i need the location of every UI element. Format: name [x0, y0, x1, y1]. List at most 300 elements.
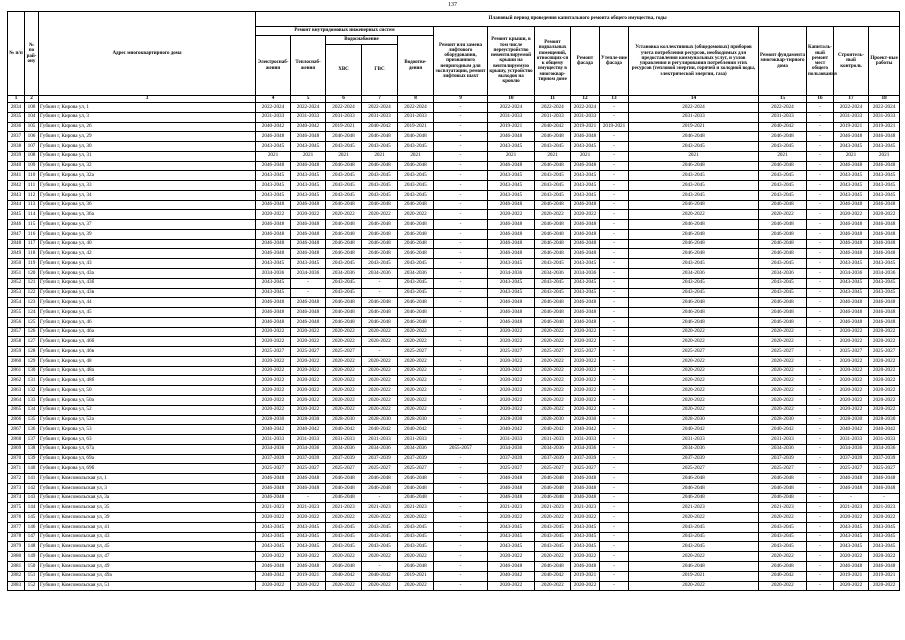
table-cell: 2020-2022 — [535, 210, 571, 220]
table-cell: 2046-2048 — [535, 561, 571, 571]
table-cell: 106 — [25, 132, 39, 142]
table-cell: 2021 — [398, 151, 434, 161]
table-cell: 2020-2022 — [834, 210, 869, 220]
table-cell: - — [600, 435, 629, 445]
table-cell: 2028-2030 — [759, 415, 807, 425]
table-cell: 2046-2048 — [488, 474, 535, 484]
table-cell: 2043-2045 — [535, 542, 571, 552]
table-cell: 2034-2036 — [869, 269, 900, 279]
table-cell: - — [434, 405, 488, 415]
table-cell: 2046-2048 — [535, 200, 571, 210]
table-cell: 2037-2039 — [256, 454, 291, 464]
table-cell: 2020-2022 — [326, 386, 362, 396]
table-cell: 2040-2042 — [488, 425, 535, 435]
table-cell: 2025-2027 — [398, 464, 434, 474]
table-cell: 2043-2045 — [398, 522, 434, 532]
table-cell: 2020-2022 — [362, 337, 398, 347]
table-cell: 2022-2024 — [488, 103, 535, 113]
table-cell: - — [600, 581, 629, 591]
table-cell: 2020-2022 — [256, 386, 291, 396]
table-cell: 2043-2045 — [834, 181, 869, 191]
table-cell: 2853 — [8, 288, 25, 298]
table-cell: 2043-2045 — [256, 278, 291, 288]
address-cell: Губкин г, Кирова ул, 48а — [39, 366, 256, 376]
table-cell: 2046-2048 — [629, 561, 759, 571]
table-cell: - — [600, 561, 629, 571]
table-cell: 105 — [25, 122, 39, 132]
table-cell: 2043-2045 — [291, 542, 326, 552]
table-cell: 2046-2048 — [869, 298, 900, 308]
table-cell: 2046-2048 — [869, 220, 900, 230]
table-cell: 2021-2023 — [362, 503, 398, 513]
col-header-insulation: Утепле-ние фасада — [600, 27, 629, 96]
column-number: 6 — [326, 96, 362, 103]
table-cell: 2020-2022 — [759, 366, 807, 376]
table-cell: - — [807, 220, 834, 230]
table-cell: - — [807, 405, 834, 415]
table-cell: 2046-2048 — [291, 239, 326, 249]
address-cell: Губкин г, Комсомольская ул, 41 — [39, 522, 256, 532]
table-cell: - — [434, 395, 488, 405]
table-cell: 2021 — [362, 151, 398, 161]
table-cell: 2020-2022 — [571, 356, 600, 366]
table-cell: 2046-2048 — [759, 161, 807, 171]
table-cell: 2028-2030 — [291, 415, 326, 425]
table-cell: - — [434, 503, 488, 513]
table-cell: - — [807, 425, 834, 435]
table-cell: 2046-2048 — [535, 474, 571, 484]
table-cell: 2020-2022 — [571, 327, 600, 337]
table-cell: 2019-2021 — [326, 122, 362, 132]
table-cell: 2040-2042 — [362, 122, 398, 132]
table-cell: 2873 — [8, 483, 25, 493]
table-cell: 2025-2027 — [759, 464, 807, 474]
table-cell: 2025-2027 — [398, 347, 434, 357]
table-row — [8, 142, 900, 152]
table-cell: - — [434, 561, 488, 571]
table-cell: 2020-2022 — [362, 513, 398, 523]
col-header-capital-common: Капиталь-ный ремонт мест общего пользования — [807, 27, 834, 96]
table-cell: 2046-2048 — [256, 561, 291, 571]
table-cell: - — [434, 278, 488, 288]
table-cell: 2022-2024 — [535, 103, 571, 113]
table-cell: 133 — [25, 395, 39, 405]
table-cell: 2046-2048 — [256, 229, 291, 239]
table-cell: 2031-2033 — [629, 112, 759, 122]
table-cell: - — [434, 327, 488, 337]
table-cell: 2046-2048 — [256, 220, 291, 230]
table-cell: 2046-2048 — [834, 229, 869, 239]
table-cell: 2043-2045 — [488, 171, 535, 181]
address-cell: Губкин г, Кирова ул, 69б — [39, 464, 256, 474]
table-cell: - — [434, 542, 488, 552]
table-cell: 2043-2045 — [869, 181, 900, 191]
table-cell: 2046-2048 — [326, 249, 362, 259]
table-cell: 109 — [25, 161, 39, 171]
table-cell: - — [434, 522, 488, 532]
table-cell: - — [434, 454, 488, 464]
table-cell: 2046-2048 — [759, 474, 807, 484]
table-cell: 2020-2022 — [488, 327, 535, 337]
address-cell: Губкин г, Кирова ул, 32 — [39, 161, 256, 171]
table-row — [8, 532, 900, 542]
table-cell: 2043-2045 — [398, 259, 434, 269]
table-cell: 2844 — [8, 200, 25, 210]
table-cell: 2046-2048 — [629, 229, 759, 239]
table-cell: 2043-2045 — [398, 532, 434, 542]
table-cell: 2046-2048 — [834, 317, 869, 327]
table-cell: 2040-2042 — [291, 425, 326, 435]
table-cell: - — [434, 435, 488, 445]
table-cell: 2866 — [8, 415, 25, 425]
table-body — [8, 103, 900, 591]
table-cell: - — [600, 132, 629, 142]
table-cell: 2021-2023 — [869, 503, 900, 513]
table-cell: 2028-2030 — [629, 415, 759, 425]
address-cell: Губкин г, Кирова ул, 39 — [39, 229, 256, 239]
table-cell: 2043-2045 — [834, 532, 869, 542]
column-number: 17 — [834, 96, 869, 103]
table-cell: 2020-2022 — [629, 581, 759, 591]
table-cell: 2046-2048 — [362, 317, 398, 327]
table-cell: 2019-2021 — [834, 571, 869, 581]
table-cell: 2046-2048 — [398, 308, 434, 318]
table-cell: 2043-2045 — [759, 190, 807, 200]
table-cell: - — [600, 347, 629, 357]
table-cell: 2028-2030 — [488, 415, 535, 425]
table-cell: 2020-2022 — [869, 327, 900, 337]
table-cell: 2046-2048 — [291, 561, 326, 571]
table-cell: - — [807, 513, 834, 523]
table-cell: 2046-2048 — [326, 132, 362, 142]
table-cell: 2043-2045 — [291, 522, 326, 532]
table-cell: 2020-2022 — [571, 337, 600, 347]
table-cell: 2020-2022 — [291, 552, 326, 562]
table-cell: - — [807, 347, 834, 357]
table-cell: 2020-2022 — [291, 337, 326, 347]
table-cell: 2046-2048 — [535, 249, 571, 259]
table-cell: 2022-2024 — [256, 103, 291, 113]
table-row — [8, 425, 900, 435]
table-cell: - — [807, 356, 834, 366]
table-cell: 2043-2045 — [256, 259, 291, 269]
col-header-index: № п/п — [8, 12, 25, 96]
address-cell: Губкин г, Комсомольская ул, 51 — [39, 581, 256, 591]
table-cell: - — [434, 132, 488, 142]
table-cell: 2020-2022 — [629, 356, 759, 366]
table-cell: 2043-2045 — [291, 181, 326, 191]
table-cell: - — [600, 571, 629, 581]
table-cell: - — [600, 474, 629, 484]
table-cell: 2040-2042 — [869, 425, 900, 435]
table-cell: 2046-2048 — [488, 220, 535, 230]
table-cell: 2849 — [8, 249, 25, 259]
table-cell: 2046-2048 — [398, 483, 434, 493]
table-cell: 2836 — [8, 122, 25, 132]
table-cell: - — [807, 386, 834, 396]
table-row — [8, 132, 900, 142]
table-cell: 2031-2033 — [629, 435, 759, 445]
table-cell: 2020-2022 — [759, 552, 807, 562]
table-cell: 2022-2024 — [291, 103, 326, 113]
table-cell: 2025-2027 — [629, 464, 759, 474]
table-cell: 2020-2022 — [256, 581, 291, 591]
table-row — [8, 542, 900, 552]
table-cell: 2046-2048 — [834, 308, 869, 318]
table-cell: 2046-2048 — [535, 298, 571, 308]
table-cell: - — [600, 278, 629, 288]
table-cell: 2860 — [8, 356, 25, 366]
table-cell: 2882 — [8, 571, 25, 581]
table-cell: 2020-2022 — [759, 356, 807, 366]
table-cell: 2020-2022 — [291, 376, 326, 386]
table-cell: 2850 — [8, 259, 25, 269]
table-cell: 2043-2045 — [362, 142, 398, 152]
table-cell: 2046-2048 — [326, 483, 362, 493]
table-cell: 2020-2022 — [571, 513, 600, 523]
table-cell: 2043-2045 — [326, 259, 362, 269]
table-cell: 2025-2027 — [535, 464, 571, 474]
table-cell: - — [600, 405, 629, 415]
table-cell: 2037-2039 — [362, 454, 398, 464]
table-cell: 2046-2048 — [291, 220, 326, 230]
table-cell: 2037-2039 — [326, 454, 362, 464]
table-cell: 2868 — [8, 435, 25, 445]
table-cell: - — [807, 181, 834, 191]
table-cell: 2046-2048 — [398, 220, 434, 230]
table-cell: 2028-2030 — [869, 415, 900, 425]
table-cell: 2020-2022 — [488, 356, 535, 366]
table-cell: 2043-2045 — [869, 171, 900, 181]
table-cell: 2034-2036 — [535, 444, 571, 454]
repair-schedule-table — [7, 11, 900, 591]
table-cell: 2020-2022 — [326, 376, 362, 386]
table-cell: 2846 — [8, 220, 25, 230]
column-number: 7 — [362, 96, 398, 103]
table-cell: 2043-2045 — [629, 288, 759, 298]
table-cell: 127 — [25, 337, 39, 347]
table-cell: - — [600, 386, 629, 396]
table-cell: 2043-2045 — [256, 542, 291, 552]
table-cell: 2025-2027 — [326, 347, 362, 357]
table-cell: - — [434, 288, 488, 298]
table-cell: 2020-2022 — [869, 337, 900, 347]
table-cell: 2020-2022 — [256, 552, 291, 562]
table-row — [8, 552, 900, 562]
table-cell: - — [434, 151, 488, 161]
table-cell: 2046-2048 — [398, 132, 434, 142]
address-cell: Губкин г, Кирова ул, 46 — [39, 317, 256, 327]
table-cell: 2046-2048 — [398, 561, 434, 571]
table-cell: 2020-2022 — [759, 386, 807, 396]
table-cell: 108 — [25, 151, 39, 161]
table-cell: 2020-2022 — [362, 552, 398, 562]
table-cell: 2031-2033 — [398, 112, 434, 122]
table-cell: 2046-2048 — [629, 220, 759, 230]
table-cell: 2037-2039 — [398, 454, 434, 464]
table-cell: 2037-2039 — [759, 454, 807, 464]
table-cell: 2043-2045 — [398, 181, 434, 191]
table-cell: 2040-2042 — [535, 571, 571, 581]
address-cell: Губкин г, Комсомольская ул, 47 — [39, 552, 256, 562]
table-cell: 2043-2045 — [362, 190, 398, 200]
table-cell: 2019-2021 — [834, 122, 869, 132]
table-cell: 142 — [25, 483, 39, 493]
table-cell: 2883 — [8, 581, 25, 591]
table-cell: 2043-2045 — [488, 181, 535, 191]
table-cell: 139 — [25, 454, 39, 464]
table-cell: 150 — [25, 561, 39, 571]
table-cell: 2046-2048 — [834, 200, 869, 210]
table-cell: 2020-2022 — [256, 337, 291, 347]
table-cell: 2043-2045 — [398, 288, 434, 298]
table-cell: - — [434, 103, 488, 113]
table-cell: 2043-2045 — [629, 532, 759, 542]
table-cell: 2028-2030 — [398, 415, 434, 425]
table-cell: - — [434, 112, 488, 122]
table-cell: 2043-2045 — [869, 522, 900, 532]
table-cell: 2046-2048 — [629, 200, 759, 210]
table-cell: 2022-2024 — [362, 103, 398, 113]
table-cell: 2020-2022 — [326, 210, 362, 220]
table-cell: 2046-2048 — [256, 200, 291, 210]
col-header-electricity: Электроснаб-жения — [256, 36, 291, 96]
table-cell: - — [362, 493, 398, 503]
table-cell: 2870 — [8, 454, 25, 464]
table-cell: 2020-2022 — [488, 210, 535, 220]
table-row — [8, 522, 900, 532]
table-cell: 2046-2048 — [571, 474, 600, 484]
table-cell: 2046-2048 — [759, 308, 807, 318]
table-row — [8, 405, 900, 415]
table-cell: 2043-2045 — [256, 522, 291, 532]
table-row — [8, 513, 900, 523]
table-cell: 2034-2036 — [834, 269, 869, 279]
table-row — [8, 435, 900, 445]
col-header-address: Адрес многоквартирного дома — [39, 12, 256, 96]
table-cell: 2020-2022 — [834, 386, 869, 396]
address-cell: Губкин г, Кирова ул, 43 — [39, 259, 256, 269]
table-cell: 2043-2045 — [488, 142, 535, 152]
table-row — [8, 444, 900, 454]
address-cell: Губкин г, Комсомольская ул, 35 — [39, 503, 256, 513]
page-number: 137 — [448, 2, 457, 8]
address-cell: Губкин г, Кирова ул, 44 — [39, 298, 256, 308]
table-cell: - — [869, 493, 900, 503]
table-cell: 2864 — [8, 395, 25, 405]
table-cell: - — [807, 464, 834, 474]
table-cell: 2043-2045 — [869, 142, 900, 152]
table-cell: 2046-2048 — [535, 239, 571, 249]
table-row — [8, 581, 900, 591]
address-cell: Губкин г, Кирова ул, 69а — [39, 454, 256, 464]
column-number: 5 — [291, 96, 326, 103]
table-cell: 2043-2045 — [834, 542, 869, 552]
table-cell: 2043-2045 — [759, 181, 807, 191]
table-cell: 2046-2048 — [488, 200, 535, 210]
address-cell: Губкин г, Кирова ул, 37 — [39, 220, 256, 230]
table-cell: 2046-2048 — [326, 220, 362, 230]
table-cell: 2020-2022 — [834, 581, 869, 591]
table-cell: 124 — [25, 308, 39, 318]
table-cell: - — [807, 112, 834, 122]
header-engineering-systems: Ремонт внутридомовых инженерных систем — [256, 27, 434, 36]
column-number: 11 — [535, 96, 571, 103]
table-cell: 2046-2048 — [869, 249, 900, 259]
table-cell: 2848 — [8, 239, 25, 249]
column-number: 1 — [8, 96, 25, 103]
table-cell: 2046-2048 — [629, 298, 759, 308]
table-cell: 2043-2045 — [326, 288, 362, 298]
table-cell: 2020-2022 — [571, 210, 600, 220]
table-cell: 2020-2022 — [362, 581, 398, 591]
table-cell: 110 — [25, 171, 39, 181]
table-cell: 2040-2042 — [759, 571, 807, 581]
table-cell: 2040-2042 — [362, 571, 398, 581]
table-cell: 2031-2033 — [869, 435, 900, 445]
table-cell: 2872 — [8, 474, 25, 484]
table-cell: 151 — [25, 571, 39, 581]
table-cell: 2046-2048 — [256, 317, 291, 327]
table-cell: 2043-2045 — [759, 288, 807, 298]
table-cell: 2021-2023 — [629, 503, 759, 513]
address-cell: Губкин г, Комсомольская ул, 43 — [39, 532, 256, 542]
table-cell: 2043-2045 — [869, 542, 900, 552]
table-row — [8, 249, 900, 259]
table-cell: 2046-2048 — [629, 249, 759, 259]
table-cell: 2040-2042 — [256, 425, 291, 435]
table-cell: 2046-2048 — [488, 132, 535, 142]
table-row — [8, 112, 900, 122]
table-cell: 2043-2045 — [291, 532, 326, 542]
table-cell: 2020-2022 — [398, 513, 434, 523]
table-cell: 2046-2048 — [326, 317, 362, 327]
table-cell: - — [362, 347, 398, 357]
table-cell: - — [807, 229, 834, 239]
address-cell: Губкин г, Комсомольская ул, 45 — [39, 542, 256, 552]
table-row — [8, 503, 900, 513]
table-cell: - — [600, 298, 629, 308]
table-cell: 2043-2045 — [759, 171, 807, 181]
table-cell: - — [807, 171, 834, 181]
table-cell: 2020-2022 — [398, 405, 434, 415]
table-row — [8, 151, 900, 161]
table-cell: 2020-2022 — [488, 513, 535, 523]
table-row — [8, 386, 900, 396]
col-header-meters: Установка коллективных (общедомовых) приборов учета потребления ресурсов, необходимых для предоставления коммунальных услуг, и узлов управления и регулирования потребления этих ресурсов (тепловой энергии, горячей и холодной воды, электрической энергии, газа) — [629, 27, 759, 96]
table-cell: - — [807, 493, 834, 503]
table-cell: - — [807, 483, 834, 493]
table-cell: - — [807, 122, 834, 132]
table-cell: 2046-2048 — [398, 200, 434, 210]
table-cell: - — [600, 269, 629, 279]
table-cell: 2022-2024 — [834, 103, 869, 113]
table-cell: 2046-2048 — [398, 493, 434, 503]
table-cell: 112 — [25, 190, 39, 200]
table-cell: 2046-2048 — [759, 561, 807, 571]
table-cell: 2020-2022 — [535, 366, 571, 376]
table-cell: 2835 — [8, 112, 25, 122]
table-cell: 2020-2022 — [398, 210, 434, 220]
table-row — [8, 474, 900, 484]
column-number: 14 — [629, 96, 759, 103]
table-cell: 2046-2048 — [326, 229, 362, 239]
address-cell: Губкин г, Кирова ул, 45 — [39, 308, 256, 318]
col-header-construction-control: Строитель-ный контроль — [834, 27, 869, 96]
table-cell: 2020-2022 — [398, 366, 434, 376]
table-cell: 2020-2022 — [326, 405, 362, 415]
table-cell: 2043-2045 — [759, 259, 807, 269]
